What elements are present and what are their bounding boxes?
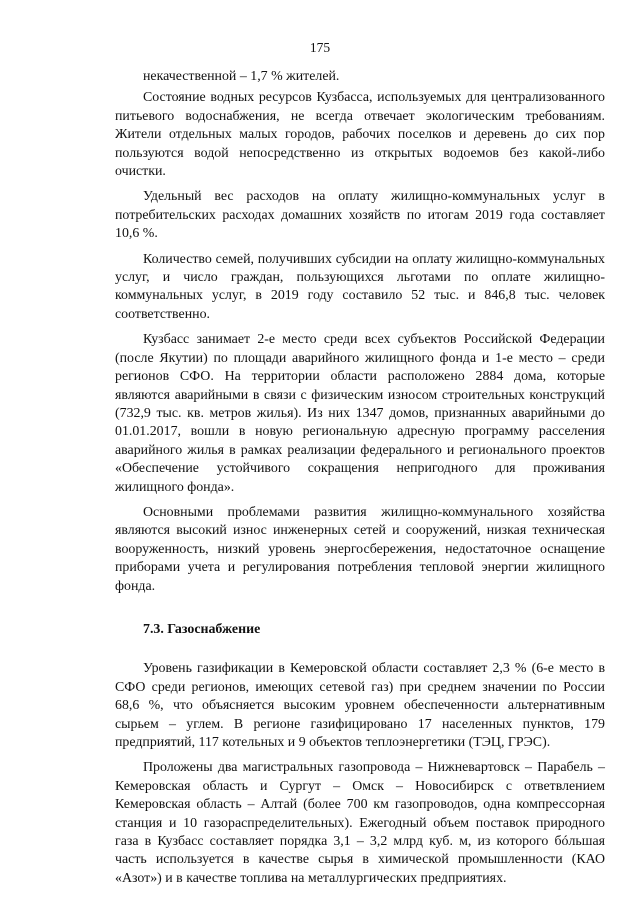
paragraph-gasification-level: Уровень газификации в Кемеровской области составляет 2,3 % (6-е место в СФО среди регионов, имеющих сетевой газ) при среднем значении по России 68,6 %, что объясняется высоким уровнем обеспеченности альтернативным сырьем – углем. В регионе газифицировано 17 населенных пунктов, 179 предприятий, 117 котельных и 9 объектов теплоэнергетики (ТЭЦ, ГРЭС). <box>115 661 605 750</box>
paragraph-subsidies: Количество семей, получивших субсидии на оплату жилищно-коммунальных услуг, и число граждан, пользующихся льготами по оплате жилищно-коммунальных услуг, в 2019 году составило 52 тыс. и 846,8 тыс. человек соответственно. <box>115 251 605 322</box>
paragraph-housing-costs: Удельный вес расходов на оплату жилищно-коммунальных услуг в потребительских расходах домашних хозяйств по итогам 2019 года составляет 10,6 %. <box>115 189 605 242</box>
paragraph-water-resources: Состояние водных ресурсов Кузбасса, используемых для централизованного питьевого водоснабжения, не всегда отвечает экологическим требованиям. Жители отдельных малых городов, рабочих поселков и деревень до сих пор пользуются водой непосредственно из открытых водоемов без какой-либо очистки. <box>115 90 605 180</box>
paragraph-emergency-housing: Кузбасс занимает 2-е место среди всех субъектов Российской Федерации (после Якутии) по площади аварийного жилищного фонда и 1-е место – среди регионов СФО. На территории области расположено 2884 дома, которые являются аварийными в связи с физическим износом строительных конструкций (732,9 тыс. кв. метров жилья). Из них 1347 домов, признанных аварийными до 01.01.2017, вошли в новую региональную адресную программу расселения аварийного жилья в рамках реализации федерального и регионального проектов «Обеспечение устойчивого сокращения непригодного для проживания жилищного фонда». <box>115 332 605 495</box>
paragraph-gas-pipelines: Проложены два магистральных газопровода – Нижневартовск – Парабель – Кемеровская область и Сургут – Омск – Новосибирск с ответвлением Кемеровская область – Алтай (более 700 км газопроводов, одна компрессорная станция и 10 газораспределительных). Ежегодный объем поставок природного газа в Кузбасс составляет порядка 3,1 – 3,2 млрд куб. м, из которого бóльшая часть используется в качестве сырья в химической промышленности (КАО «Азот») и в качестве топлива на металлургических предприятиях. <box>115 760 605 886</box>
paragraph-continuation: некачественной – 1,7 % жителей. <box>143 69 340 84</box>
page-number: 175 <box>309 40 331 55</box>
document-body <box>115 68 605 895</box>
section-heading: 7.3. Газоснабжение <box>143 621 261 637</box>
paragraph-utility-problems: Основными проблемами развития жилищно-коммунального хозяйства являются высокий износ инженерных сетей и сооружений, низкая техническая вооруженность, низкий уровень энергосбережения, недостаточное оснащение приборами учета и регулирования потребления тепловой энергии жилищного фонда. <box>115 504 605 594</box>
